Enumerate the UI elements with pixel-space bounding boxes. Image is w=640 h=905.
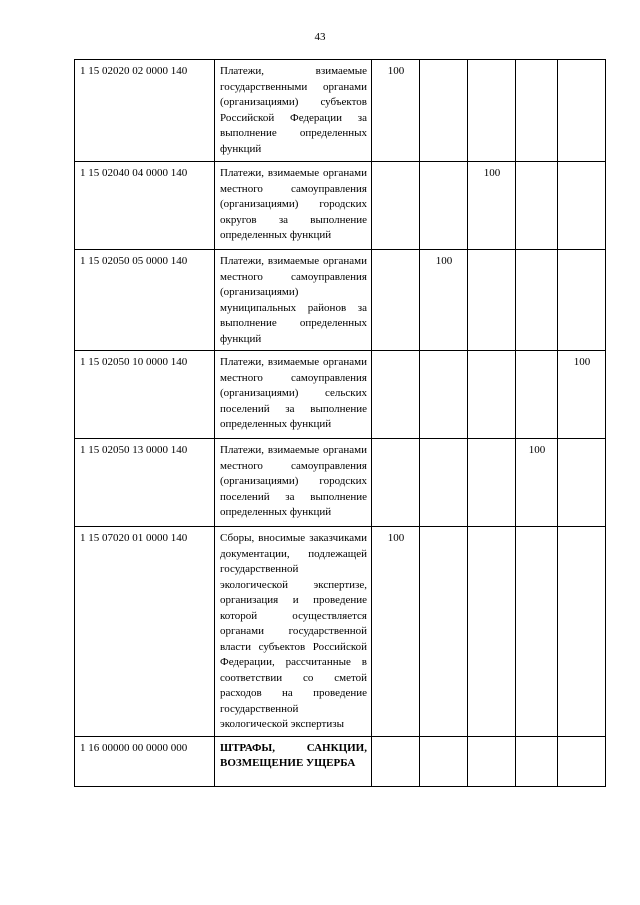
share-cell-2 bbox=[420, 527, 468, 737]
share-cell-2 bbox=[420, 736, 468, 786]
revenue-code: 1 15 02050 13 0000 140 bbox=[75, 439, 215, 527]
revenue-code: 1 15 07020 01 0000 140 bbox=[75, 527, 215, 737]
share-cell-1 bbox=[372, 162, 420, 250]
share-cell-3 bbox=[468, 439, 516, 527]
revenue-name: Платежи, взимаемые государственными органами (организациями) субъектов Российской Федерации за выполнение определенных функций bbox=[215, 60, 372, 162]
share-cell-5 bbox=[558, 736, 606, 786]
share-cell-4 bbox=[516, 736, 558, 786]
share-cell-1 bbox=[372, 736, 420, 786]
share-cell-5 bbox=[558, 250, 606, 351]
share-cell-1: 100 bbox=[372, 60, 420, 162]
revenue-name: Платежи, взимаемые органами местного самоуправления (организациями) городских округов за выполнение определенных функций bbox=[215, 162, 372, 250]
share-cell-3: 100 bbox=[468, 162, 516, 250]
page-number: 43 bbox=[314, 31, 326, 43]
share-cell-4: 100 bbox=[516, 439, 558, 527]
share-cell-3 bbox=[468, 736, 516, 786]
revenue-name: Сборы, вносимые заказчиками документации, подлежащей государственной экологической экспертизе, организация и проведение которой осуществляется органами государственной власти субъектов Российской Федерации, рассчитанные в соответствии со сметой расходов на проведение государственной экологической экспертизы bbox=[215, 527, 372, 737]
table-row bbox=[75, 439, 606, 527]
share-cell-4 bbox=[516, 351, 558, 439]
share-cell-5: 100 bbox=[558, 351, 606, 439]
share-cell-5 bbox=[558, 60, 606, 162]
budget-revenue-table bbox=[74, 59, 606, 787]
share-cell-2 bbox=[420, 351, 468, 439]
share-cell-3 bbox=[468, 60, 516, 162]
revenue-name: ШТРАФЫ, САНКЦИИ, ВОЗМЕЩЕНИЕ УЩЕРБА bbox=[215, 736, 372, 786]
share-cell-3 bbox=[468, 351, 516, 439]
table-row bbox=[75, 736, 606, 786]
share-cell-3 bbox=[468, 527, 516, 737]
share-cell-1 bbox=[372, 439, 420, 527]
revenue-name: Платежи, взимаемые органами местного самоуправления (организациями) сельских поселений за выполнение определенных функций bbox=[215, 351, 372, 439]
revenue-code: 1 15 02050 05 0000 140 bbox=[75, 250, 215, 351]
revenue-name: Платежи, взимаемые органами местного самоуправления (организациями) городских поселений за выполнение определенных функций bbox=[215, 439, 372, 527]
share-cell-4 bbox=[516, 527, 558, 737]
share-cell-4 bbox=[516, 162, 558, 250]
share-cell-5 bbox=[558, 527, 606, 737]
revenue-code: 1 16 00000 00 0000 000 bbox=[75, 736, 215, 786]
share-cell-2 bbox=[420, 60, 468, 162]
share-cell-1 bbox=[372, 250, 420, 351]
share-cell-5 bbox=[558, 439, 606, 527]
table-row bbox=[75, 162, 606, 250]
share-cell-2: 100 bbox=[420, 250, 468, 351]
share-cell-2 bbox=[420, 439, 468, 527]
table-row bbox=[75, 250, 606, 351]
table-row bbox=[75, 527, 606, 737]
share-cell-3 bbox=[468, 250, 516, 351]
revenue-code: 1 15 02020 02 0000 140 bbox=[75, 60, 215, 162]
share-cell-4 bbox=[516, 60, 558, 162]
share-cell-2 bbox=[420, 162, 468, 250]
share-cell-1 bbox=[372, 351, 420, 439]
share-cell-5 bbox=[558, 162, 606, 250]
table-row bbox=[75, 60, 606, 162]
table-row bbox=[75, 351, 606, 439]
revenue-name: Платежи, взимаемые органами местного самоуправления (организациями) муниципальных районов за выполнение определенных функций bbox=[215, 250, 372, 351]
revenue-code: 1 15 02040 04 0000 140 bbox=[75, 162, 215, 250]
share-cell-1: 100 bbox=[372, 527, 420, 737]
share-cell-4 bbox=[516, 250, 558, 351]
revenue-code: 1 15 02050 10 0000 140 bbox=[75, 351, 215, 439]
